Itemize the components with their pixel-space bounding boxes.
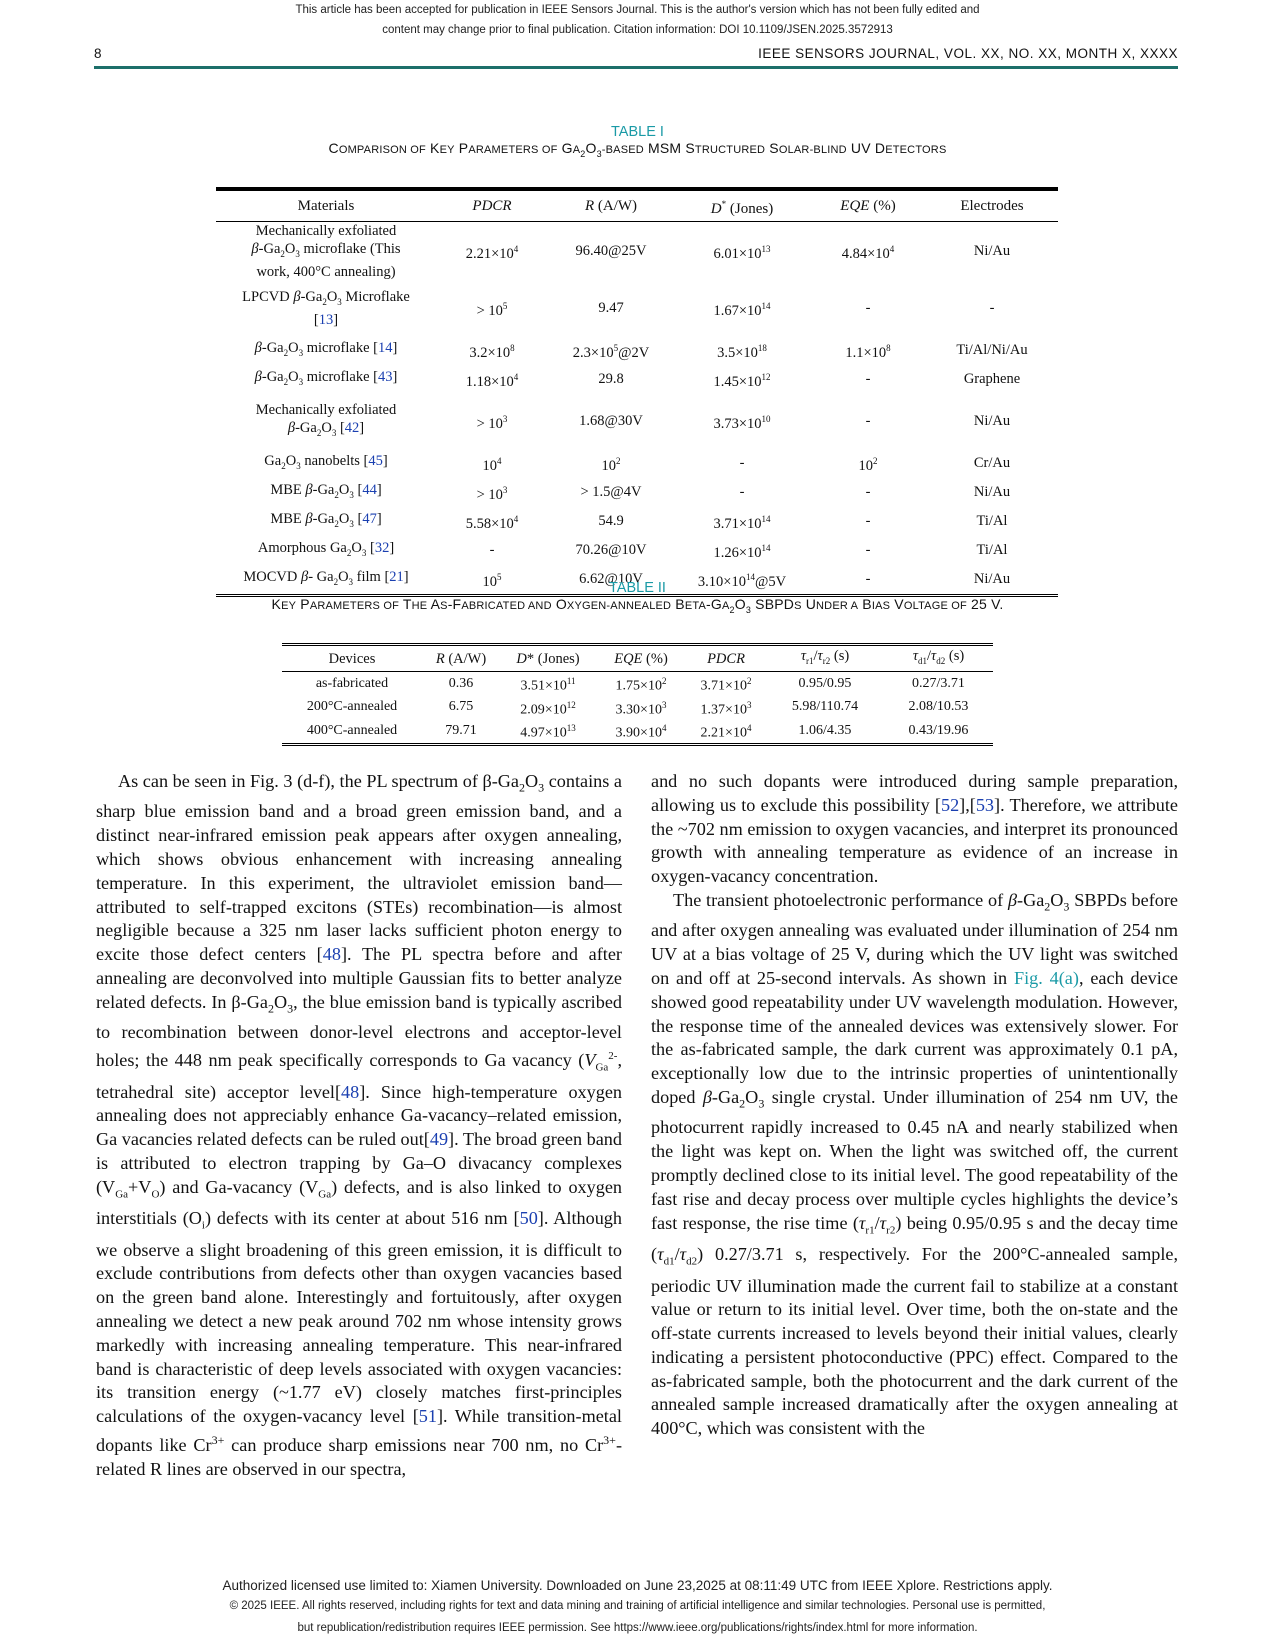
table-cell: $\beta-Ga_2O_3$ microflake [14]	[254, 339, 398, 358]
table-cell: $10^2$	[601, 455, 621, 474]
page-number: 8	[94, 46, 103, 61]
table-cell: MOCVD β- $Ga_2O_3$ film [21]	[243, 568, 409, 587]
table2-header-r: R (A/W)	[422, 645, 500, 672]
table-cell: -	[489, 542, 495, 559]
table-row	[216, 536, 1058, 565]
table-cell: $10^5$	[482, 571, 502, 590]
table-cell: Mechanically exfoliated $\beta-Ga_2O_3$ [42]	[255, 401, 397, 438]
table-cell: $5.58\times 10^4$	[465, 513, 519, 532]
table-cell: $10^2$	[858, 455, 878, 474]
table-cell: $3.71\times 10^2$	[700, 676, 752, 694]
table-cell: $3.71\times 10^{14}$	[713, 513, 771, 532]
acceptance-note-line1: This article has been accepted for publication in IEEE Sensors Journal. This is the author's version which has not been fully edited and	[295, 4, 980, 16]
table-cell: Ni/Au	[973, 571, 1011, 588]
table-cell: $1.37\times 10^3$	[700, 699, 752, 718]
table-row	[282, 696, 993, 720]
table-cell: 2.08/10.53	[908, 699, 969, 715]
citation-link[interactable]: 47	[362, 510, 377, 527]
table-cell: Amorphous $Ga_2O_3$ [32]	[257, 539, 395, 558]
table-cell: -	[739, 455, 745, 472]
table-cell: $3.30\times 10^3$	[615, 699, 667, 718]
table-cell: MBE $\beta-Ga_2O_3$ [47]	[270, 510, 382, 529]
table2-header-dstar: D* (Jones)	[500, 645, 596, 672]
table-row	[216, 281, 1058, 336]
table1-header-materials: Materials	[216, 189, 436, 222]
table-row	[216, 394, 1058, 449]
table-cell: Mechanically exfoliated $\beta-Ga_2O_3$ microflake (This work, 400°C annealing)	[251, 223, 401, 280]
table-cell: 0.27/3.71	[912, 675, 965, 691]
table-cell: -	[865, 542, 871, 559]
body-paragraph: The transient photoelectronic performance of $\beta-Ga_2O_3$ SBPDs before and after oxygen annealing was evaluated under illumination of 254 nm UV at a bias voltage of 25 V, during which the UV light was switched on and off at 25-second intervals. As shown in Fig. 4(a), each device showed good repeatability under UV wavelength modulation. However, the response time of the annealed devices was extensively slower. For the as-fabricated sample, the dark current was approximately 0.1 pA, exceptionally low due to the intrinsic properties of unintentionally doped $\beta-Ga_2O_3$ single crystal. Under illumination of 254 nm UV, the photocurrent rapidly increased to 0.45 nA and nearly stabilized when the light was kept on. When the light was switched off, the current promptly declined close to its initial level. The good repeatability of the fast rise and decay process over multiple cycles highlights the device’s fast response, the rise time $(\tau_{r1}/\tau_{r2})$ being 0.95/0.95 s and the decay time $(\tau_{d1}/\tau_{d2})$ 0.27/3.71 s, respectively. For the 200°C-annealed sample, periodic UV illumination made the current fail to stabilize at a constant value or return to its initial level. Over time, both the on-state and the off-state currents increased to levels beyond their initial values, clearly indicating a persistent photoconductive (PPC) effect. Compared to the as-fabricated sample, both the photocurrent and the dark current of the annealed sample increased dramatically after the oxygen annealing at 400°C, which was consistent with the	[651, 889, 1178, 1439]
table1	[216, 187, 1058, 597]
table-cell: Ti/Al	[976, 542, 1008, 559]
table-cell: $4.84\times 10^4$	[841, 244, 895, 262]
table2-header-pdcr: PDCR	[686, 645, 766, 672]
table1-header-r: R (A/W)	[548, 189, 674, 222]
table2-title: KEY PARAMETERS OF THE AS-FABRICATED AND OXYGEN-ANNEALED BETA-$GA_2O_3$ SBPDS UNDER A BIAS VOLTAGE OF 25 V.	[271, 596, 1004, 615]
table1-header-electrodes: Electrodes	[926, 189, 1058, 222]
table-cell: $2.21\times 10^4$	[700, 723, 752, 741]
table2-number: TABLE II	[609, 580, 666, 596]
table-cell: 70.26@10V	[575, 542, 647, 559]
running-head	[94, 46, 1178, 66]
footer-license: Authorized licensed use limited to: Xiamen University. Downloaded on June 23,2025 at 08:11:49 UTC from IEEE Xplore. Restrictions apply.	[222, 1578, 1053, 1593]
header-rule	[94, 66, 1178, 69]
acceptance-note-line2: content may change prior to final publication. Citation information: DOI 10.1109/JSEN.2025.3572913	[382, 24, 893, 36]
table-row	[282, 719, 993, 744]
table-cell: Graphene	[963, 371, 1021, 388]
table-cell: $3.2\times 10^8$	[469, 342, 515, 361]
citation-link[interactable]: 13	[318, 311, 334, 328]
table-cell: $3.51\times 10^{11}$	[520, 676, 576, 694]
table-cell: 200°C-annealed	[306, 699, 398, 715]
acceptance-note	[0, 0, 1275, 40]
table-cell: 96.40@25V	[575, 243, 647, 260]
table-cell: -	[865, 571, 871, 588]
table1-header-dstar: D* (Jones)	[674, 189, 810, 222]
table1-header-pdcr: PDCR	[436, 189, 548, 222]
table-cell: Ni/Au	[973, 413, 1011, 430]
table-cell: Cr/Au	[973, 455, 1011, 472]
table-cell: $1.1\times 10^8$	[845, 342, 891, 361]
table-cell: $4.97\times 10^{13}$	[520, 723, 576, 741]
table-cell: 9.47	[598, 300, 624, 317]
table1-title: COMPARISON OF KEY PARAMETERS OF $GA_2O_3$-BASED MSM STRUCTURED SOLAR-BLIND UV DETECTORS	[328, 140, 947, 159]
table-cell: 0.95/0.95	[798, 675, 852, 691]
citation-link[interactable]: 21	[389, 568, 404, 585]
table-cell: $1.67\times 10^{14}$	[713, 300, 771, 319]
body-column-left	[96, 770, 622, 1482]
table-cell: 5.98/110.74	[791, 699, 859, 715]
table-cell: $\beta-Ga_2O_3$ microflake [43]	[254, 368, 398, 387]
citation-link[interactable]: 32	[374, 539, 390, 556]
table-cell: -	[989, 300, 995, 317]
table-cell: $10^4$	[482, 455, 502, 474]
table-cell: 29.8	[598, 371, 624, 388]
citation-link[interactable]: 48	[341, 1081, 360, 1102]
table-row	[216, 507, 1058, 536]
citation-link[interactable]: 44	[362, 481, 377, 498]
table1-header-row	[216, 189, 1058, 222]
table1-number: TABLE I	[611, 124, 664, 140]
table2-header-decay: $\tau_{d1}/\tau_{d2}$ (s)	[884, 645, 993, 672]
citation-link[interactable]: 53	[975, 794, 995, 815]
table-cell: as-fabricated	[315, 675, 389, 691]
table2-header-rise: $\tau_{r1}/\tau_{r2}$ (s)	[766, 645, 884, 672]
table-cell: -	[865, 371, 871, 388]
table-row	[216, 478, 1058, 507]
table2-header-row	[282, 645, 993, 672]
table-cell: -	[865, 413, 871, 430]
table-cell: Ni/Au	[973, 484, 1011, 501]
body-column-right	[651, 770, 1178, 1441]
table-row	[216, 365, 1058, 394]
table-cell: -	[865, 484, 871, 501]
table2-header-devices: Devices	[282, 645, 422, 672]
table-cell: 1.68@30V	[579, 413, 643, 430]
table-cell: $1.75\times 10^2$	[615, 676, 667, 694]
citation-link[interactable]: 48	[322, 944, 341, 965]
table2-header-eqe: EQE (%)	[596, 645, 686, 672]
table-cell: $2.21\times 10^4$	[465, 244, 519, 262]
table-cell: Ni/Au	[973, 243, 1011, 260]
table-cell: $3.90\times 10^4$	[615, 723, 667, 741]
table-cell: -	[865, 513, 871, 530]
citation-link[interactable]: 51	[418, 1406, 437, 1427]
body-paragraph: As can be seen in Fig. 3 (d-f), the PL spectrum of $\beta-Ga_2O_3$ contains a sharp blue emission band and a broad green emission band, and a distinct near-infrared emission peak appears after oxygen annealing, which shows obvious enhancement with increasing annealing temperature. In this experiment, the ultraviolet emission band—attributed to self-trapped excitons (STEs) recombination—is almost negligible because a 325 nm laser lacks sufficient photon energy to excite those defect centers [48]. The PL spectra before and after annealing are deconvolved into multiple Gaussian fits to better analyze related defects. In $\beta-Ga_2O_3$, the blue emission band is typically ascribed to recombination between donor-level electrons and acceptor-level holes; the 448 nm peak specifically corresponds to Ga vacancy ($V_{Ga}^{2-}$, tetrahedral site) acceptor level[48]. Since high-temperature oxygen annealing does not appreciably enhance Ga-vacancy–related emission, Ga vacancies related defects can be ruled out[49]. The broad green band is attributed to electron trapping by Ga–O divacancy complexes $(V_{Ga}+V_O)$ and Ga-vacancy $(V_{Ga})$ defects, and is also linked to oxygen interstitials $(O_i)$ defects with its center at about 516 nm [50]. Although we observe a slight broadening of this green emission, it is difficult to exclude contributions from defects other than oxygen vacancies based on the green band alone. Interestingly and fortuitously, after oxygen annealing we detect a new peak around 702 nm whose intensity grows markedly with increasing annealing temperature. This near-infrared band is characteristic of deep levels associated with oxygen vacancies: its transition energy (~1.77 eV) closely matches first-principles calculations of the oxygen-vacancy level [51]. While transition-metal dopants like $Cr^{3+}$ can produce sharp emissions near 700 nm, no $Cr^{3+}$-related R lines are observed in our spectra,	[96, 771, 622, 1479]
table1-header-eqe: EQE (%)	[810, 189, 926, 222]
table1-caption	[0, 124, 1275, 159]
table-cell: 0.43/19.96	[908, 723, 969, 739]
table-cell: Ti/Al	[976, 513, 1008, 530]
footer-copyright: © 2025 IEEE. All rights reserved, including rights for text and data mining and training of artificial intelligence and similar technologies. Personal use is permitted,	[229, 1600, 1046, 1612]
citation-link[interactable]: 42	[344, 419, 360, 436]
table-cell: 1.06/4.35	[798, 723, 852, 739]
table-cell: $2.09\times 10^{12}$	[520, 699, 576, 718]
table-row	[216, 449, 1058, 478]
table-row	[282, 672, 993, 696]
table-cell: 400°C-annealed	[306, 723, 398, 739]
table-cell: MBE $\beta-Ga_2O_3$ [44]	[270, 481, 382, 500]
table-cell: $2.3\times 10^5@2V$	[572, 342, 650, 361]
table-cell: $3.5\times 10^{18}$	[717, 342, 767, 361]
table-cell: $1.18\times 10^4$	[465, 371, 519, 390]
table-cell: > $10^3$	[476, 413, 508, 432]
citation-link[interactable]: 14	[378, 339, 393, 356]
citation-link[interactable]: 43	[378, 368, 393, 385]
table-cell: LPCVD $\beta-Ga_2O_3$ Microflake [13]	[242, 288, 410, 328]
table-cell: 6.62@10V	[579, 571, 643, 588]
citation-link[interactable]: 45	[368, 452, 383, 469]
table-cell: 0.36	[448, 675, 474, 691]
table-cell: $Ga_2O_3$ nanobelts [45]	[264, 452, 388, 471]
table-cell: Ti/Al/Ni/Au	[956, 342, 1028, 359]
figure-link[interactable]: Fig. 4(a)	[1013, 968, 1079, 989]
table-cell: 6.75	[448, 699, 474, 715]
table-cell: $3.10\times 10^{14}@5V$	[697, 571, 787, 590]
citation-link[interactable]: 49	[429, 1129, 449, 1150]
table-cell: > $10^5$	[476, 300, 508, 319]
citation-link[interactable]: 50	[519, 1208, 538, 1229]
table-cell: -	[739, 484, 745, 501]
table-cell: > 1.5@4V	[580, 484, 642, 501]
table-cell: $6.01\times 10^{13}$	[713, 244, 771, 262]
table-cell: $1.45\times 10^{12}$	[713, 371, 771, 390]
table-cell: -	[865, 300, 871, 317]
table-cell: > $10^3$	[476, 484, 508, 503]
journal-name: IEEE SENSORS JOURNAL, VOL. XX, NO. XX, MONTH X, XXXX	[758, 46, 1178, 61]
table-row	[216, 222, 1058, 281]
table-row	[216, 336, 1058, 365]
table-cell: $1.26\times 10^{14}$	[713, 542, 771, 561]
body-paragraph: and no such dopants were introduced during sample preparation, allowing us to exclude this possibility [52],[53]. Therefore, we attribute the ~702 nm emission to oxygen vacancies, and interpret its pronounced growth with annealing temperature as evidence of an increase in oxygen-vacancy concentration.	[651, 771, 1178, 887]
footer-permission: but republication/redistribution requires IEEE permission. See https://www.ieee.org/publications/rights/index.html for more information.	[297, 1622, 978, 1634]
table-cell: 54.9	[598, 513, 624, 530]
table2	[282, 643, 993, 746]
table-cell: $3.73\times 10^{10}$	[713, 413, 771, 432]
citation-link[interactable]: 52	[940, 794, 960, 815]
table-cell: 79.71	[445, 723, 477, 739]
table2-caption	[0, 580, 1275, 615]
